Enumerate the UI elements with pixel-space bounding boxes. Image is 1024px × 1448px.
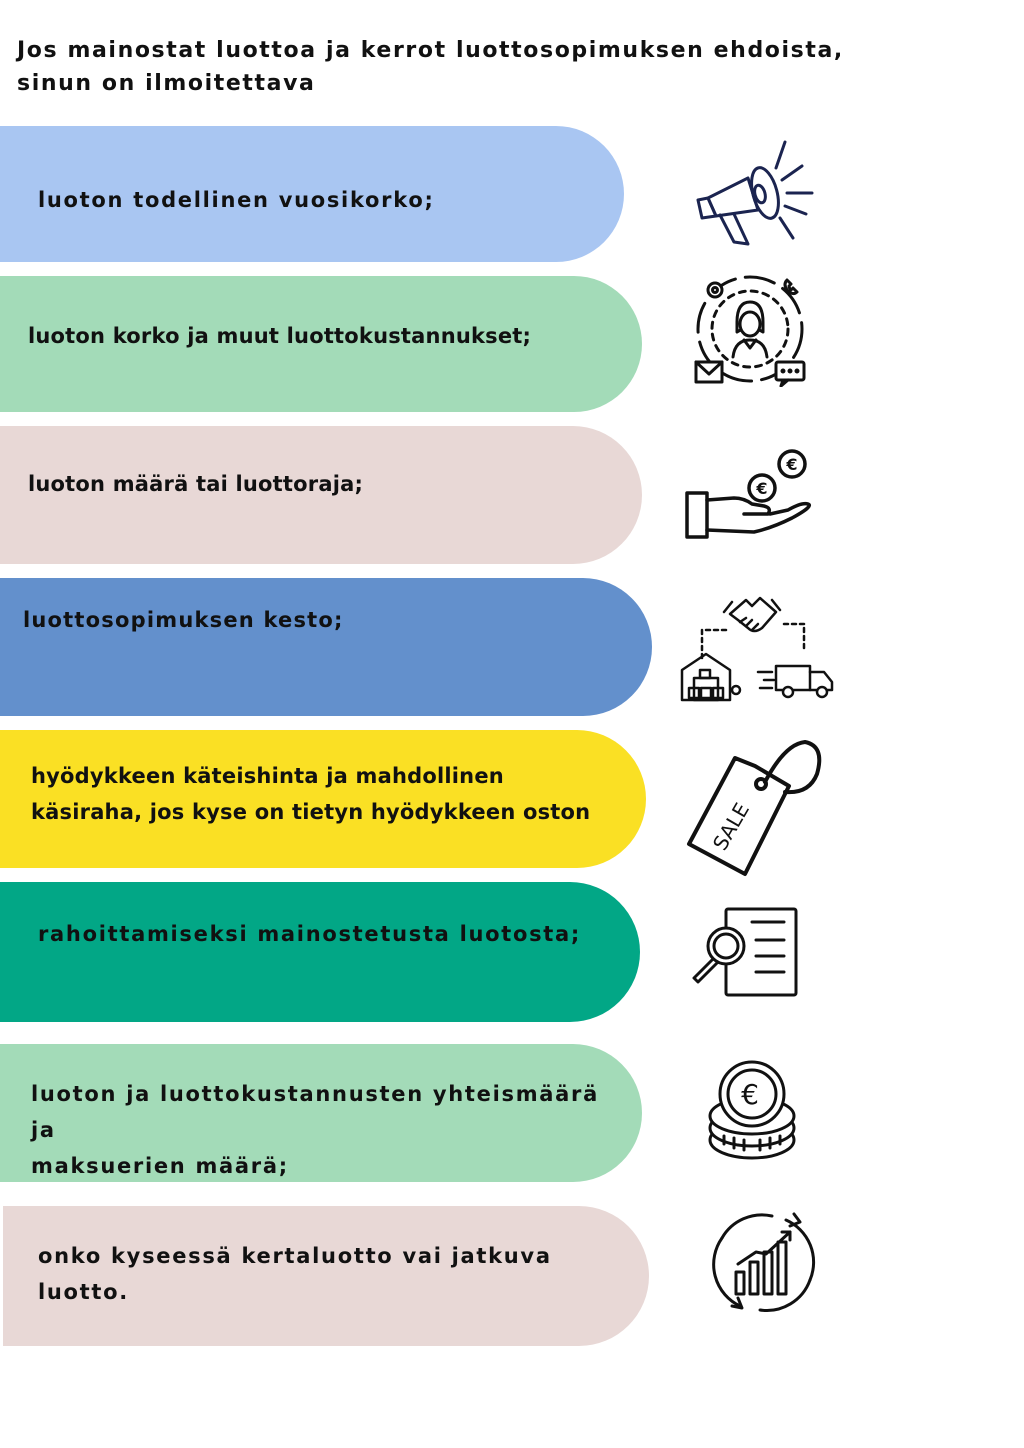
info-band-1 <box>0 126 624 262</box>
growth-chart-cycle-icon <box>710 1210 818 1314</box>
customer-contact-icon <box>693 272 808 387</box>
info-band-text: luoton määrä tai luottoraja; <box>28 472 364 496</box>
info-band-text: rahoittamiseksi mainostetusta luotosta; <box>38 922 582 946</box>
page-title <box>17 34 977 100</box>
info-band-3 <box>0 426 642 564</box>
info-band-text: luottosopimuksen kesto; <box>23 608 344 632</box>
info-band-2 <box>0 276 642 412</box>
svg-text:€: € <box>786 455 798 474</box>
info-band-text: onko kyseessä kertaluotto vai jatkuva luotto. <box>38 1244 552 1304</box>
title-line-2: sinun on ilmoitettava <box>17 71 316 96</box>
svg-text:SALE: SALE <box>707 798 754 855</box>
info-band-5 <box>0 730 646 868</box>
megaphone-icon <box>690 138 815 250</box>
hand-coins-icon <box>684 448 816 542</box>
svg-text:€: € <box>756 479 768 498</box>
euro-coins-icon <box>704 1058 800 1162</box>
info-band-text: hyödykkeen käteishinta ja mahdollinen käsiraha, jos kyse on tietyn hyödykkeen oston <box>31 764 591 824</box>
info-band-text: luoton todellinen vuosikorko; <box>38 188 435 212</box>
deal-logistics-icon <box>680 590 836 704</box>
info-band-6 <box>0 882 640 1022</box>
info-band-8 <box>3 1206 649 1346</box>
info-band-text: luoton korko ja muut luottokustannukset; <box>28 324 532 348</box>
title-line-1: Jos mainostat luottoa ja kerrot luottosopimuksen ehdoista, <box>17 38 844 63</box>
info-band-7 <box>0 1044 642 1182</box>
info-band-4 <box>0 578 652 716</box>
svg-text:€: € <box>741 1078 759 1111</box>
document-search-icon <box>688 906 800 998</box>
info-band-text: luoton ja luottokustannusten yhteismäärä ja maksuerien määrä; <box>31 1082 599 1178</box>
sale-tag-icon <box>685 734 825 878</box>
